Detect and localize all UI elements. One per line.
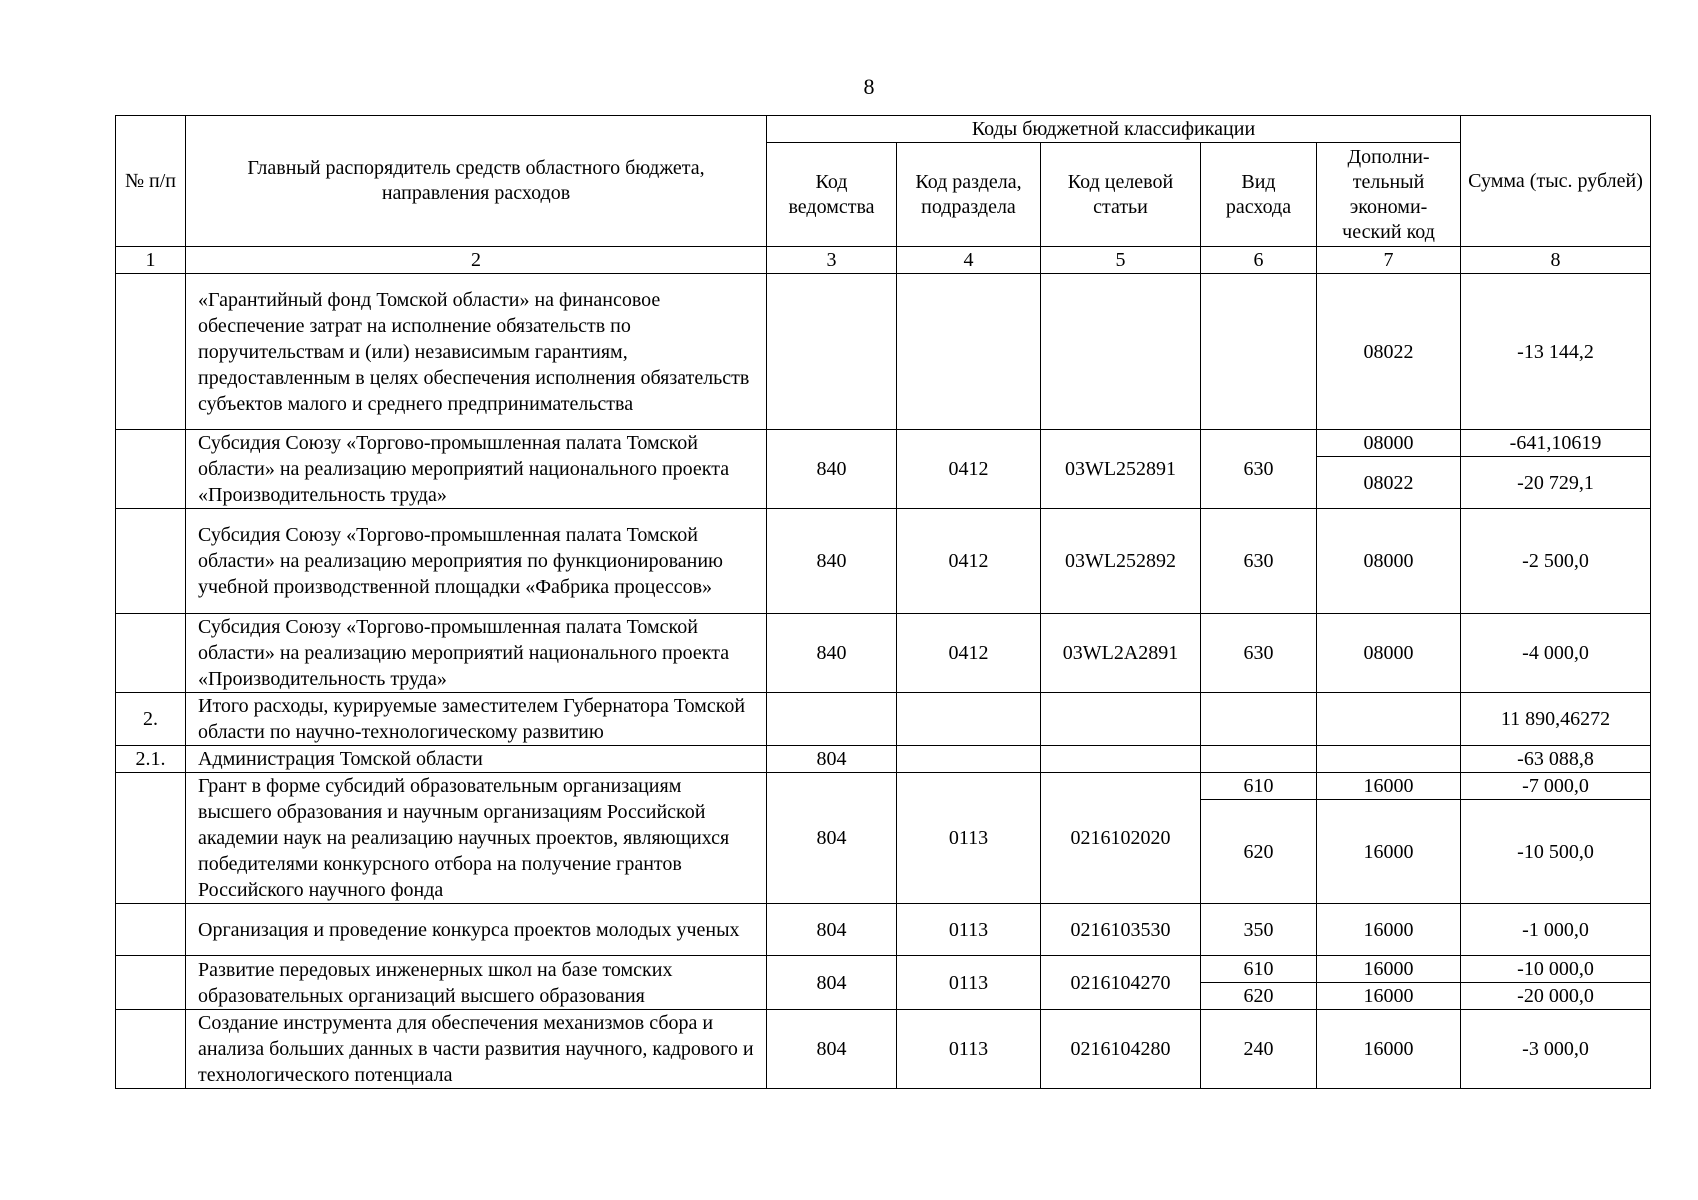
budget-table (115, 115, 1651, 1089)
header-extra-code-line: ческий код (1342, 220, 1435, 243)
row-target-code: 0216104270 (1041, 956, 1201, 1010)
row-section-code: 0113 (897, 904, 1041, 956)
row-sum: -3 000,0 (1461, 1010, 1651, 1089)
row-name: Итого расходы, курируемые заместителем Губернатора Томской области по научно-технологическому развитию (186, 693, 767, 746)
row-sum: -20 729,1 (1461, 457, 1651, 509)
row-dept-code: 840 (767, 430, 897, 509)
row-target-code: 0216104280 (1041, 1010, 1201, 1089)
row-name: «Гарантийный фонд Томской области» на финансовое обеспечение затрат на исполнение обязательств по поручительствам и (или) независимым гарантиям, предоставленным в целях обеспечения исполнения обязательств субъектов малого и среднего предпринимательства (186, 274, 767, 430)
row-sum: -4 000,0 (1461, 614, 1651, 693)
row-num (116, 614, 186, 693)
row-expense-type: 620 (1201, 983, 1317, 1010)
row-expense-type (1201, 746, 1317, 773)
row-section-code: 0113 (897, 956, 1041, 1010)
row-expense-type: 630 (1201, 509, 1317, 614)
row-name: Администрация Томской области (186, 746, 767, 773)
row-name: Субсидия Союзу «Торгово-промышленная палата Томской области» на реализацию мероприятия по функционированию учебной производственной площадки «Фабрика процессов» (186, 509, 767, 614)
row-num (116, 274, 186, 430)
row-expense-type: 630 (1201, 614, 1317, 693)
row-extra-code: 16000 (1317, 1010, 1461, 1089)
header-extra-code-line: Дополни- (1347, 145, 1430, 168)
row-num (116, 430, 186, 509)
row-extra-code: 08000 (1317, 430, 1461, 457)
header-sum: Сумма (тыс. рублей) (1461, 116, 1651, 247)
row-num (116, 773, 186, 904)
row-sum: -10 000,0 (1461, 956, 1651, 983)
header-codes-group: Коды бюджетной классификации (767, 116, 1461, 143)
table-row (116, 746, 1651, 773)
row-dept-code: 804 (767, 956, 897, 1010)
row-target-code: 03WL252892 (1041, 509, 1201, 614)
row-sum: -1 000,0 (1461, 904, 1651, 956)
row-target-code (1041, 274, 1201, 430)
row-target-code (1041, 693, 1201, 746)
row-target-code: 03WL252891 (1041, 430, 1201, 509)
row-extra-code: 16000 (1317, 983, 1461, 1010)
row-name: Субсидия Союзу «Торгово-промышленная палата Томской области» на реализацию мероприятий национального проекта «Производительность труда» (186, 430, 767, 509)
row-dept-code (767, 274, 897, 430)
row-num (116, 956, 186, 1010)
row-target-code: 0216102020 (1041, 773, 1201, 904)
header-extra-code (1317, 143, 1461, 247)
row-target-code (1041, 746, 1201, 773)
table-row (116, 956, 1651, 983)
header-dept-code: Код ведомства (767, 143, 897, 247)
page-number: 8 (863, 74, 875, 99)
header-extra-code-line: тельный (1352, 170, 1425, 193)
row-extra-code (1317, 746, 1461, 773)
row-sum: 11 890,46272 (1461, 693, 1651, 746)
column-number: 2 (186, 247, 767, 274)
row-name: Субсидия Союзу «Торгово-промышленная палата Томской области» на реализацию мероприятий национального проекта «Производительность труда» (186, 614, 767, 693)
row-extra-code: 08000 (1317, 614, 1461, 693)
row-num (116, 1010, 186, 1089)
row-dept-code: 840 (767, 614, 897, 693)
header-main: Главный распорядитель средств областного бюджета, направления расходов (186, 116, 767, 247)
row-name: Организация и проведение конкурса проектов молодых ученых (186, 904, 767, 956)
row-name: Создание инструмента для обеспечения механизмов сбора и анализа больших данных в части развития научного, кадрового и технологического потенциала (186, 1010, 767, 1089)
header-num: № п/п (116, 116, 186, 247)
header-section-code: Код раздела, подраздела (897, 143, 1041, 247)
row-extra-code: 16000 (1317, 904, 1461, 956)
table-row (116, 509, 1651, 614)
row-expense-type (1201, 274, 1317, 430)
row-section-code (897, 693, 1041, 746)
row-expense-type: 610 (1201, 956, 1317, 983)
row-num (116, 904, 186, 956)
row-extra-code: 08022 (1317, 457, 1461, 509)
row-expense-type: 350 (1201, 904, 1317, 956)
header-extra-code-line: экономи- (1349, 195, 1428, 218)
row-section-code (897, 746, 1041, 773)
row-sum: -10 500,0 (1461, 800, 1651, 904)
row-extra-code: 16000 (1317, 800, 1461, 904)
row-dept-code: 804 (767, 904, 897, 956)
column-number: 7 (1317, 247, 1461, 274)
row-target-code: 0216103530 (1041, 904, 1201, 956)
table-row (116, 693, 1651, 746)
column-number-row (116, 247, 1651, 274)
row-sum: -13 144,2 (1461, 274, 1651, 430)
row-expense-type: 620 (1201, 800, 1317, 904)
row-sum: -641,10619 (1461, 430, 1651, 457)
column-number: 5 (1041, 247, 1201, 274)
row-target-code: 03WL2A2891 (1041, 614, 1201, 693)
row-section-code: 0412 (897, 509, 1041, 614)
row-extra-code: 16000 (1317, 773, 1461, 800)
header-expense-type: Вид расхода (1201, 143, 1317, 247)
column-number: 3 (767, 247, 897, 274)
row-dept-code: 804 (767, 773, 897, 904)
table-row (116, 430, 1651, 457)
row-expense-type: 610 (1201, 773, 1317, 800)
row-expense-type (1201, 693, 1317, 746)
column-number: 4 (897, 247, 1041, 274)
table-row (116, 274, 1651, 430)
row-sum: -2 500,0 (1461, 509, 1651, 614)
row-name: Развитие передовых инженерных школ на базе томских образовательных организаций высшего образования (186, 956, 767, 1010)
row-name: Грант в форме субсидий образовательным организациям высшего образования и научным организациям Российской академии наук на реализацию научных проектов, являющихся победителями конкурсного отбора на получение грантов Российского научного фонда (186, 773, 767, 904)
row-num (116, 509, 186, 614)
row-extra-code: 16000 (1317, 956, 1461, 983)
row-dept-code (767, 693, 897, 746)
row-dept-code: 840 (767, 509, 897, 614)
column-number: 6 (1201, 247, 1317, 274)
column-number: 8 (1461, 247, 1651, 274)
row-dept-code: 804 (767, 746, 897, 773)
row-num: 2. (116, 693, 186, 746)
row-sum: -63 088,8 (1461, 746, 1651, 773)
table-row (116, 1010, 1651, 1089)
row-section-code: 0113 (897, 1010, 1041, 1089)
row-section-code: 0412 (897, 614, 1041, 693)
row-expense-type: 630 (1201, 430, 1317, 509)
row-extra-code (1317, 693, 1461, 746)
column-number: 1 (116, 247, 186, 274)
row-section-code: 0113 (897, 773, 1041, 904)
row-sum: -20 000,0 (1461, 983, 1651, 1010)
row-dept-code: 804 (767, 1010, 897, 1089)
table-row (116, 904, 1651, 956)
row-extra-code: 08022 (1317, 274, 1461, 430)
table-row (116, 773, 1651, 800)
row-extra-code: 08000 (1317, 509, 1461, 614)
row-num: 2.1. (116, 746, 186, 773)
table-row (116, 614, 1651, 693)
row-section-code: 0412 (897, 430, 1041, 509)
row-sum: -7 000,0 (1461, 773, 1651, 800)
row-expense-type: 240 (1201, 1010, 1317, 1089)
header-target-code: Код целевой статьи (1041, 143, 1201, 247)
row-section-code (897, 274, 1041, 430)
